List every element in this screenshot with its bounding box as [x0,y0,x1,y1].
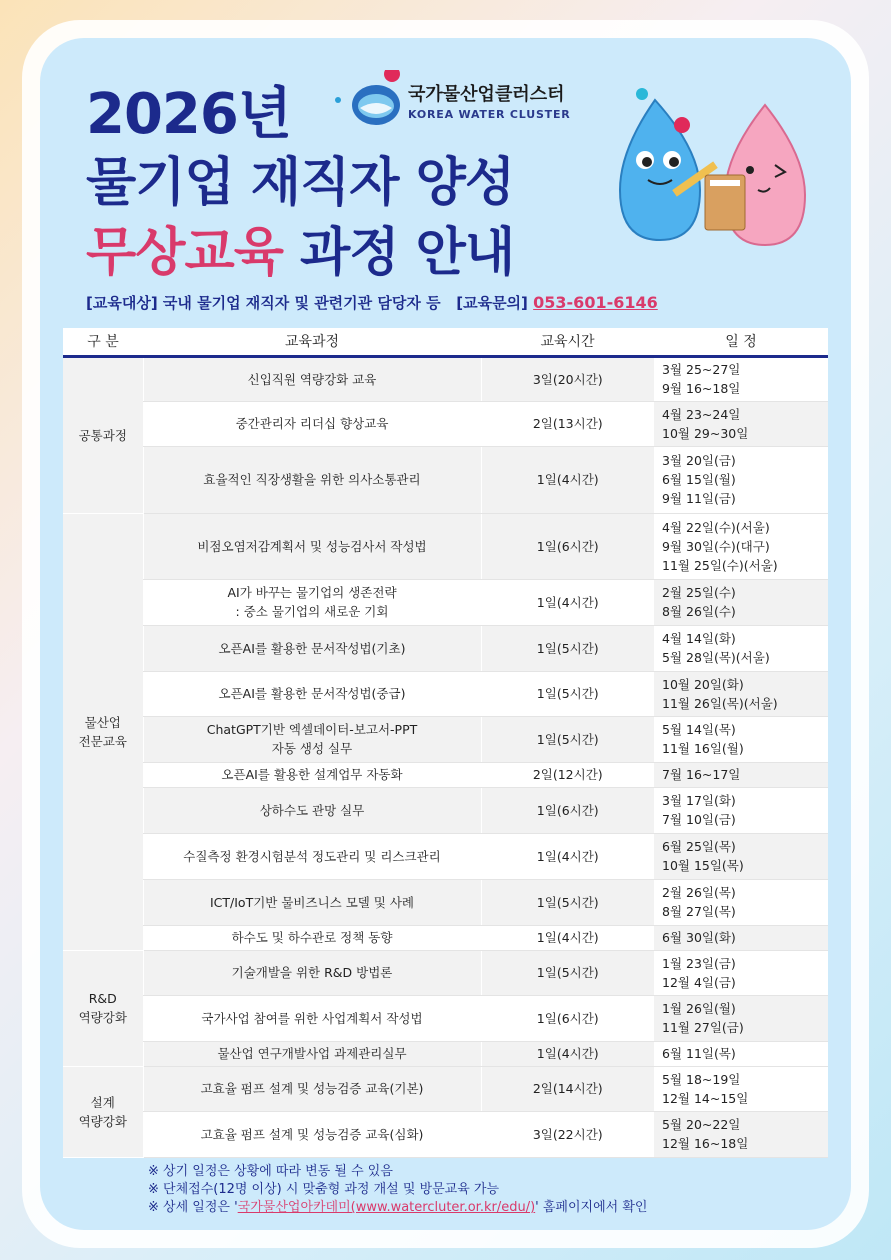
schedule-date: 11월 26일(목)(서울) [662,695,778,711]
schedule-date: 7월 16~17일 [662,767,741,782]
schedule-date: 6월 11일(목) [662,1046,736,1061]
schedule-date: 3월 20일(금) [662,453,736,468]
schedule-table [63,328,828,1158]
schedule-date: 5월 18~19일 [662,1071,741,1087]
schedule-date: 4월 22일(수)(서울) [662,519,770,535]
schedule-cell [654,833,828,879]
time-cell: 1일(4시간) [481,833,654,879]
table-row [63,716,828,762]
table-row [63,579,828,625]
course-cell: 상하수도 관망 실무 [143,787,481,833]
course-cell: ICT/IoT기반 물비즈니스 모델 및 사례 [143,879,481,925]
schedule-date: 4월 23~24일 [662,406,741,422]
time-cell: 1일(6시간) [481,995,654,1041]
schedule-cell [654,513,828,579]
table-row [63,925,828,950]
schedule-cell [654,671,828,716]
pink-drop-mascot [705,105,805,245]
schedule-cell [654,1066,828,1111]
course-cell: 중간관리자 리더십 향상교육 [143,401,481,446]
time-cell: 1일(6시간) [481,787,654,833]
contact-label: [교육문의] [456,294,528,312]
table-row [63,762,828,787]
schedule-cell [654,356,828,401]
table-row [63,625,828,671]
course-cell: 하수도 및 하수관로 정책 동향 [143,925,481,950]
schedule-date: 7월 10일(금) [662,812,736,827]
course-cell: 기술개발을 위한 R&D 방법론 [143,950,481,995]
schedule-date: 11월 16일(월) [662,741,744,756]
course-cell: 오픈AI를 활용한 설계업무 자동화 [143,762,481,787]
schedule-date: 5월 28일(목)(서울) [662,650,770,665]
schedule-cell [654,879,828,925]
table-row [63,787,828,833]
header-category: 구 분 [63,328,143,356]
title-year: 2026년 [86,82,291,147]
header-course: 교육과정 [143,328,481,356]
schedule-date: 9월 16~18일 [662,381,741,396]
schedule-date: 8월 26일(수) [662,604,736,619]
title-main: 물기업 재직자 양성 [86,153,515,213]
schedule-date: 2월 26일(목) [662,885,736,900]
title-rest: 과정 안내 [282,223,515,283]
course-cell: 고효율 펌프 설계 및 성능검증 교육(기본) [143,1066,481,1111]
schedule-date: 12월 16~18일 [662,1136,749,1151]
course-cell: 신입직원 역량강화 교육 [143,356,481,401]
schedule-date: 3월 17일(화) [662,793,736,808]
schedule-date: 3월 25~27일 [662,362,741,377]
time-cell: 1일(5시간) [481,879,654,925]
category-cell: 물산업 전문교육 [63,513,143,950]
schedule-date: 10월 15일(목) [662,858,744,873]
schedule-date: 2월 25일(수) [662,585,736,600]
schedule-date: 1월 26일(월) [662,1001,736,1016]
time-cell: 1일(4시간) [481,925,654,950]
table-row [63,1066,828,1111]
course-cell: 수질측정 환경시험분석 정도관리 및 리스크관리 [143,833,481,879]
course-cell: ChatGPT기반 엑셀데이터-보고서-PPT 자동 생성 실무 [143,716,481,762]
schedule-cell [654,625,828,671]
schedule-table-wrap [63,328,828,1158]
table-row [63,401,828,446]
footnotes [148,1163,647,1217]
schedule-cell [654,446,828,513]
time-cell: 1일(5시간) [481,671,654,716]
time-cell: 2일(14시간) [481,1066,654,1111]
mascots-illustration [600,80,820,260]
logo-name-en: KOREA WATER CLUSTER [408,108,571,121]
contact-phone-link[interactable]: 053-601-6146 [533,293,658,312]
schedule-cell [654,579,828,625]
time-cell: 1일(4시간) [481,579,654,625]
schedule-date: 12월 4일(금) [662,974,736,990]
time-cell: 3일(22시간) [481,1111,654,1157]
schedule-cell [654,925,828,950]
course-cell: 고효율 펌프 설계 및 성능검증 교육(심화) [143,1111,481,1157]
blue-drop-mascot [620,88,718,240]
academy-link[interactable]: 국가물산업아카데미(www.watercluter.or.kr/edu/) [237,1200,536,1215]
schedule-cell [654,762,828,787]
schedule-date: 1월 23일(금) [662,955,736,971]
table-row [63,446,828,513]
course-cell: 국가사업 참여를 위한 사업계획서 작성법 [143,995,481,1041]
course-cell: 오픈AI를 활용한 문서작성법(기초) [143,625,481,671]
time-cell: 1일(5시간) [481,716,654,762]
table-row [63,995,828,1041]
schedule-cell [654,995,828,1041]
table-row [63,513,828,579]
table-row [63,879,828,925]
time-cell: 1일(4시간) [481,446,654,513]
header-schedule: 일 정 [654,328,828,356]
schedule-cell [654,950,828,995]
schedule-cell [654,1041,828,1066]
time-cell: 1일(4시간) [481,1041,654,1066]
course-cell: 효율적인 직장생활을 위한 의사소통관리 [143,446,481,513]
time-cell: 1일(5시간) [481,950,654,995]
table-body [63,356,828,1157]
time-cell: 3일(20시간) [481,356,654,401]
schedule-date: 11월 25일(수)(서울) [662,557,778,573]
header-time: 교육시간 [481,328,654,356]
table-row [63,671,828,716]
table-header-row [63,328,828,356]
course-cell: 오픈AI를 활용한 문서작성법(중급) [143,671,481,716]
schedule-date: 6월 30일(화) [662,930,736,945]
time-cell: 1일(5시간) [481,625,654,671]
table-row [63,356,828,401]
time-cell: 2일(13시간) [481,401,654,446]
schedule-cell [654,401,828,446]
note3-suffix: ' 홈페이지에서 확인 [535,1200,648,1215]
target-text: 국내 물기업 재직자 및 관련기관 담당자 등 [157,294,441,312]
note3-prefix: ※ 상세 일정은 ' [148,1200,238,1215]
schedule-date: 8월 27일(목) [662,904,736,919]
course-cell: 비점오염저감계획서 및 성능검사서 작성법 [143,513,481,579]
category-cell: R&D 역량강화 [63,950,143,1066]
note-detail-link [148,1199,647,1217]
schedule-cell [654,1111,828,1157]
schedule-cell [654,787,828,833]
table-row [63,833,828,879]
note-schedule-change: ※ 상기 일정은 상황에 따라 변동 될 수 있음 [148,1164,393,1179]
time-cell: 2일(12시간) [481,762,654,787]
table-row [63,1041,828,1066]
target-label: [교육대상] [86,294,158,312]
category-cell: 설계 역량강화 [63,1066,143,1157]
note-group-booking: ※ 단체접수(12명 이상) 시 맞춤형 과정 개설 및 방문교육 가능 [148,1182,500,1197]
schedule-cell [654,716,828,762]
schedule-date: 10월 29~30일 [662,425,749,441]
schedule-date: 4월 14일(화) [662,631,736,646]
schedule-date: 9월 11일(금) [662,491,736,506]
course-cell: AI가 바꾸는 물기업의 생존전략 : 중소 물기업의 새로운 기회 [143,579,481,625]
title-sub [86,210,514,285]
table-row [63,950,828,995]
info-line [86,292,658,313]
schedule-date: 6월 15일(월) [662,472,736,487]
schedule-date: 9월 30일(수)(대구) [662,538,770,554]
logo-name-ko: 국가물산업클러스터 [408,84,565,105]
schedule-date: 5월 14일(목) [662,722,736,737]
schedule-date: 11월 27일(금) [662,1020,744,1035]
time-cell: 1일(6시간) [481,513,654,579]
course-cell: 물산업 연구개발사업 과제관리실무 [143,1041,481,1066]
schedule-date: 10월 20일(화) [662,676,744,692]
category-cell: 공통과정 [63,356,143,513]
title-highlight: 무상교육 [86,223,283,283]
schedule-date: 12월 14~15일 [662,1090,749,1106]
schedule-date: 5월 20~22일 [662,1117,741,1132]
schedule-date: 6월 25일(목) [662,839,736,854]
table-row [63,1111,828,1157]
